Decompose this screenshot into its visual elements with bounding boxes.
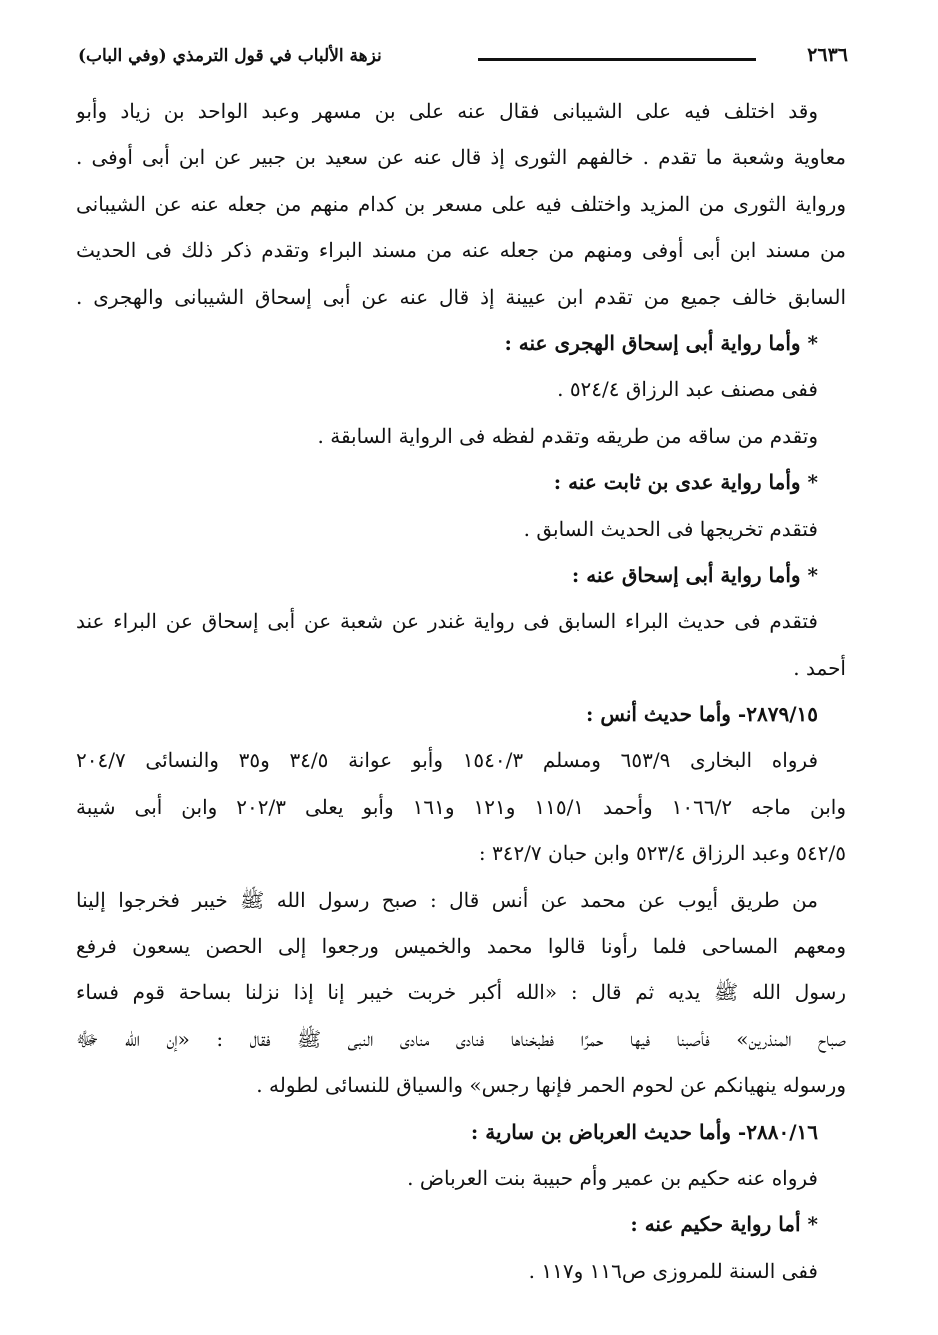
section-heading: * وأما رواية عدى بن ثابت عنه :: [553, 470, 818, 495]
text-line: وتقدم من ساقه من طريقه وتقدم لفظه فى الرواية السابقة .: [317, 423, 818, 448]
section-heading: * أما رواية حكيم عنه :: [630, 1212, 818, 1237]
text-line: فرواه البخارى ٦٥٣/٩ ومسلم ١٥٤٠/٣ وأبو عوانة ٣٤/٥ و٣٥ والنسائى ٢٠٤/٧: [76, 748, 819, 773]
text-line: رسول الله ﷺ يديه ثم قال : «الله أكبر خربت خيبر إنا إذا نزلنا بساحة قوم فساء: [76, 980, 846, 1005]
text-line: ففى السنة للمروزى ص١١٦ و١١٧ .: [528, 1258, 818, 1283]
header-rule: [478, 58, 756, 61]
text-line: من طريق أيوب عن محمد عن أنس قال : صبح رسول الله ﷺ خيبر فخرجوا إلينا: [76, 887, 818, 912]
text-line: ومعهم المساحى فلما رأونا قالوا محمد والخميس ورجعوا إلى الحصن يسعون فرفع: [76, 934, 846, 959]
page-number: ٢٦٣٦: [807, 44, 848, 66]
text-line: معاوية وشعبة ما تقدم . خالفهم الثورى إذ قال عنه عن سعيد بن جبير عن ابن أبى أوفى .: [76, 145, 846, 170]
text-line: وابن ماجه ١٠٦٦/٢ وأحمد ١١٥/١ و١٢١ و١٦١ وأبو يعلى ٢٠٢/٣ وابن أبى شيبة: [76, 794, 846, 819]
text-line: وقد اختلف فيه على الشيبانى فقال عنه على بن مسهر وعبد الواحد بن زياد وأبو: [76, 99, 818, 123]
section-heading: * وأما رواية أبى إسحاق الهجرى عنه :: [504, 330, 818, 355]
text-line: ففى مصنف عبد الرزاق ٥٢٤/٤ .: [557, 377, 818, 402]
text-line: ورواية الثورى من المزيد واختلف فيه على مسعر بن كدام منهم من جعله عنه عن الشيبانى: [76, 191, 846, 216]
text-line: فتقدم تخريجها فى الحديث السابق .: [523, 516, 818, 541]
text-line: السابق خالف جميع من تقدم ابن عيينة إذ قال عنه عن أبى إسحاق الشيبانى والهجرى .: [76, 284, 846, 309]
text-line: من مسند ابن أبى أوفى ومنهم من جعله عنه من مسند البراء وتقدم ذكر ذلك فى الحديث: [76, 238, 846, 263]
section-heading: * وأما رواية أبى إسحاق عنه :: [571, 562, 818, 587]
page-header: [78, 38, 848, 78]
hadith-heading: ٢٨٨٠/١٦- وأما حديث العرباض بن سارية :: [470, 1119, 818, 1144]
text-line: ورسوله ينهيانكم عن لحوم الحمر فإنها رجس» والسياق للنسائى لطوله .: [256, 1073, 846, 1098]
hadith-heading: ٢٨٧٩/١٥- وأما حديث أنس :: [585, 702, 818, 727]
text-line: أحمد .: [793, 655, 846, 680]
text-line: فتقدم فى حديث البراء السابق فى رواية غندر عن شعبة عن أبى إسحاق عن البراء عند: [76, 609, 818, 634]
text-line: صباح المنذرين» فأصبنا فيها حمرًا فطبخناها فنادى منادى النبى ﷺ فقال : «إن الله ﷻ: [76, 1026, 846, 1051]
text-line: فرواه عنه حكيم بن عمير وأم حبيبة بنت العرباض .: [407, 1165, 818, 1190]
running-title: نزهة الألباب في قول الترمذي (وفي الباب): [78, 46, 382, 66]
body-text: [76, 88, 846, 1294]
text-line: ٥٤٢/٥ وعبد الرزاق ٥٢٣/٤ وابن حبان ٣٤٢/٧ :: [478, 841, 846, 866]
